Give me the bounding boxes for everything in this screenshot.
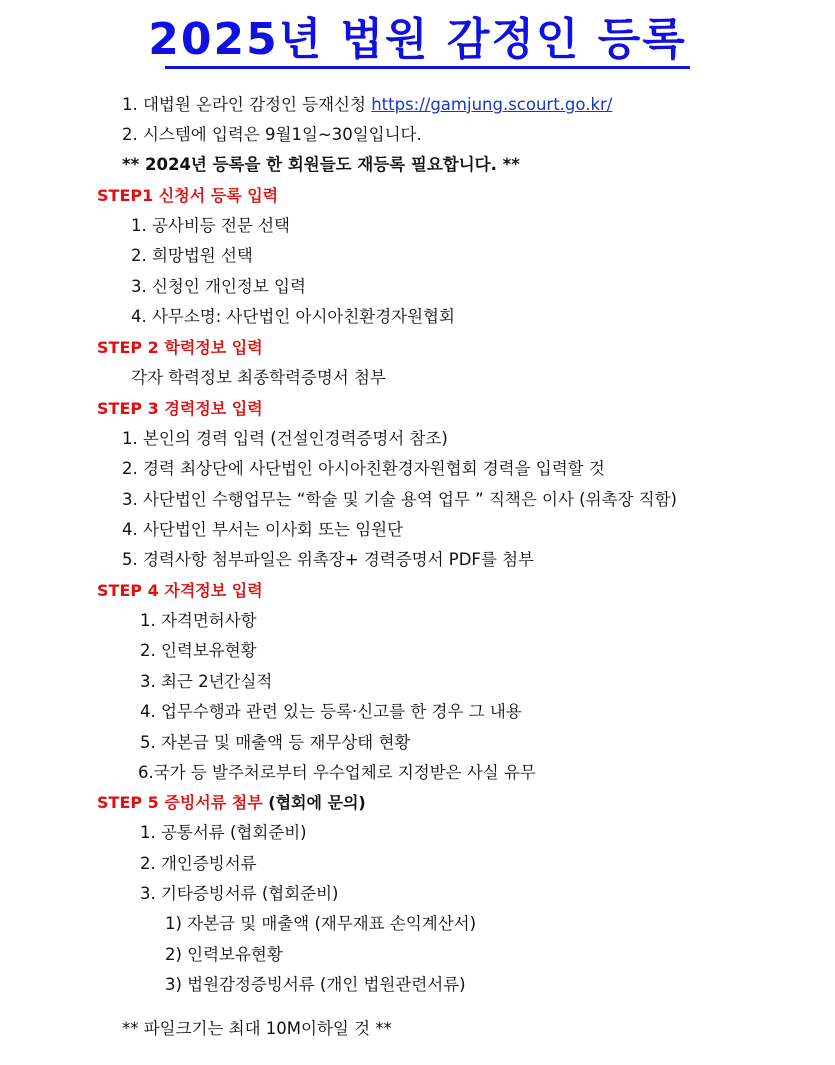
file-size-notice: ** 파일크기는 최대 10M이하일 것 ** [122, 1019, 392, 1038]
re-registration-notice: ** 2024년 등록을 한 회원들도 재등록 필요합니다. ** [122, 155, 520, 174]
step5-item-2: 2. 개인증빙서류 [140, 854, 257, 873]
step4-item-6: 6.국가 등 발주처로부터 우수업체로 지정받은 사실 유무 [138, 763, 536, 782]
step5-subitem-2: 2) 인력보유현황 [165, 945, 283, 964]
step5-subitem-1: 1) 자본금 및 매출액 (재무재표 손익계산서) [165, 914, 477, 933]
step5-subitem-3: 3) 법원감정증빙서류 (개인 법원관련서류) [165, 975, 466, 994]
step5-item-3: 3. 기타증빙서류 (협회준비) [140, 884, 339, 903]
step4-item-4: 4. 업무수행과 관련 있는 등록·신고를 한 경우 그 내용 [140, 702, 522, 721]
step2-item-1: 각자 학력정보 최종학력증명서 첨부 [131, 368, 386, 387]
title-underline [165, 66, 690, 69]
step3-item-1: 1. 본인의 경력 입력 (건설인경력증명서 참조) [122, 429, 448, 448]
step5-item-1: 1. 공통서류 (협회준비) [140, 823, 307, 842]
step4-item-1: 1. 자격면허사항 [140, 611, 257, 630]
step1-item-2: 2. 희망법원 선택 [131, 246, 253, 265]
step3-item-4: 4. 사단법인 부서는 이사회 또는 임원단 [122, 520, 404, 539]
step4-item-5: 5. 자본금 및 매출액 등 재무상태 현황 [140, 733, 411, 752]
step1-item-1: 1. 공사비등 전문 선택 [131, 216, 290, 235]
step5-heading-note: (협회에 문의) [262, 793, 366, 812]
step5-heading [97, 791, 366, 815]
step2-heading: STEP 2 학력정보 입력 [97, 338, 263, 357]
step1-item-4: 4. 사무소명: 사단법인 아시아친환경자원협회 [131, 307, 455, 326]
intro-line-1-text: 1. 대법원 온라인 감정인 등재신청 [122, 95, 372, 114]
step3-item-3: 3. 사단법인 수행업무는 “학술 및 기술 용역 업무 ” 직책은 이사 (위촉장 직함) [122, 490, 677, 509]
page-title: 2025년 법원 감정인 등록 [148, 14, 687, 65]
step4-item-3: 3. 최근 2년간실적 [140, 672, 273, 691]
step4-item-2: 2. 인력보유현황 [140, 641, 257, 660]
step4-heading: STEP 4 자격정보 입력 [97, 581, 263, 600]
step3-item-5: 5. 경력사항 첨부파일은 위촉장+ 경력증명서 PDF를 첨부 [122, 550, 534, 569]
intro-line-2: 2. 시스템에 입력은 9월1일~30일입니다. [122, 125, 422, 144]
step3-item-2: 2. 경력 최상단에 사단법인 아시아친환경자원협회 경력을 입력할 것 [122, 459, 605, 478]
registration-site-link[interactable]: https://gamjung.scourt.go.kr/ [371, 95, 613, 114]
step5-heading-label: STEP 5 증빙서류 첨부 [97, 793, 263, 812]
intro-line-1 [122, 93, 612, 117]
step1-item-3: 3. 신청인 개인정보 입력 [131, 277, 306, 296]
step3-heading: STEP 3 경력정보 입력 [97, 399, 263, 418]
step1-heading: STEP1 신청서 등록 입력 [97, 186, 279, 205]
